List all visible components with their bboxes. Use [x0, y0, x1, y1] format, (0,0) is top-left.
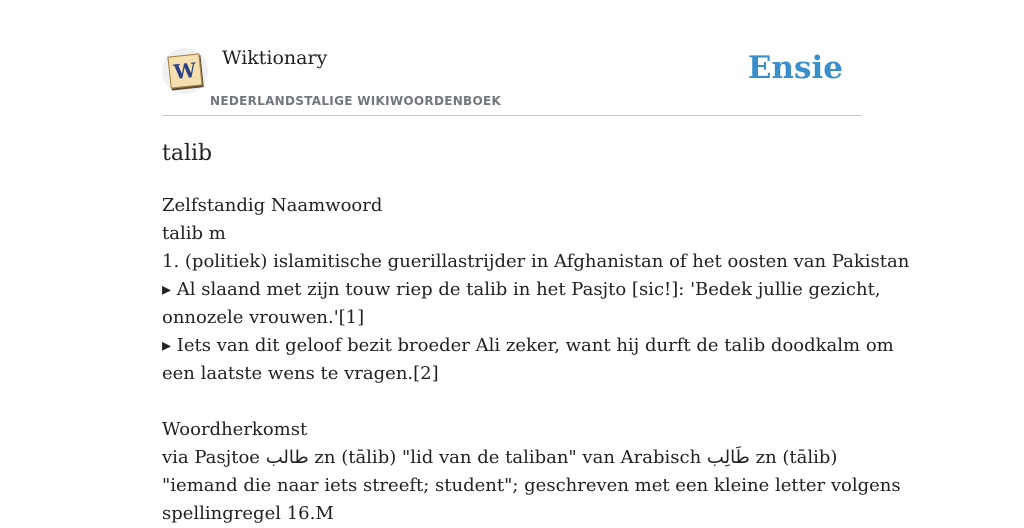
entry-content: [162, 138, 910, 528]
etymology-heading: Woordherkomst: [162, 419, 308, 440]
etym-text-3: zn (tālib): [749, 447, 838, 468]
logo-tile: W: [167, 53, 202, 88]
page-title: talib: [162, 141, 213, 166]
example-1-line-2: onnozele vrouwen.'[1]: [162, 307, 365, 328]
etym-text-2: zn (tālib) "lid van de taliban" van Arabisch: [308, 447, 707, 468]
ensie-brand-link[interactable]: Ensie: [747, 50, 843, 86]
site-header: [162, 44, 862, 116]
etym-text-1: via Pasjtoe: [162, 447, 266, 468]
etymology-line-1: [162, 444, 862, 472]
site-tagline: NEDERLANDSTALIGE WIKIWOORDENBOEK: [210, 94, 502, 108]
headword: talib m: [162, 223, 226, 244]
wiktionary-logo-icon[interactable]: [162, 48, 208, 94]
etymology-line-2: "iemand die naar iets streeft; student"; geschreven met een kleine letter volgens: [162, 475, 901, 496]
example-2-line-2: een laatste wens te vragen.[2]: [162, 363, 439, 384]
example-2-line-1: ▸ Iets van dit geloof bezit broeder Ali zeker, want hij durft de talib doodkalm om: [162, 335, 894, 356]
arabic-word: طَالِب: [706, 447, 750, 468]
pashto-word: طالب: [265, 447, 309, 468]
definition: 1. (politiek) islamitische guerillastrijder in Afghanistan of het oosten van Pakistan: [162, 251, 910, 272]
etymology-line-3: spellingregel 16.M: [162, 503, 334, 524]
part-of-speech: Zelfstandig Naamwoord: [162, 195, 383, 216]
section-spacer: [162, 388, 862, 416]
example-1-line-1: ▸ Al slaand met zijn touw riep de talib in het Pasjto [sic!]: 'Bedek jullie gezicht,: [162, 279, 881, 300]
site-name[interactable]: Wiktionary: [222, 47, 328, 69]
